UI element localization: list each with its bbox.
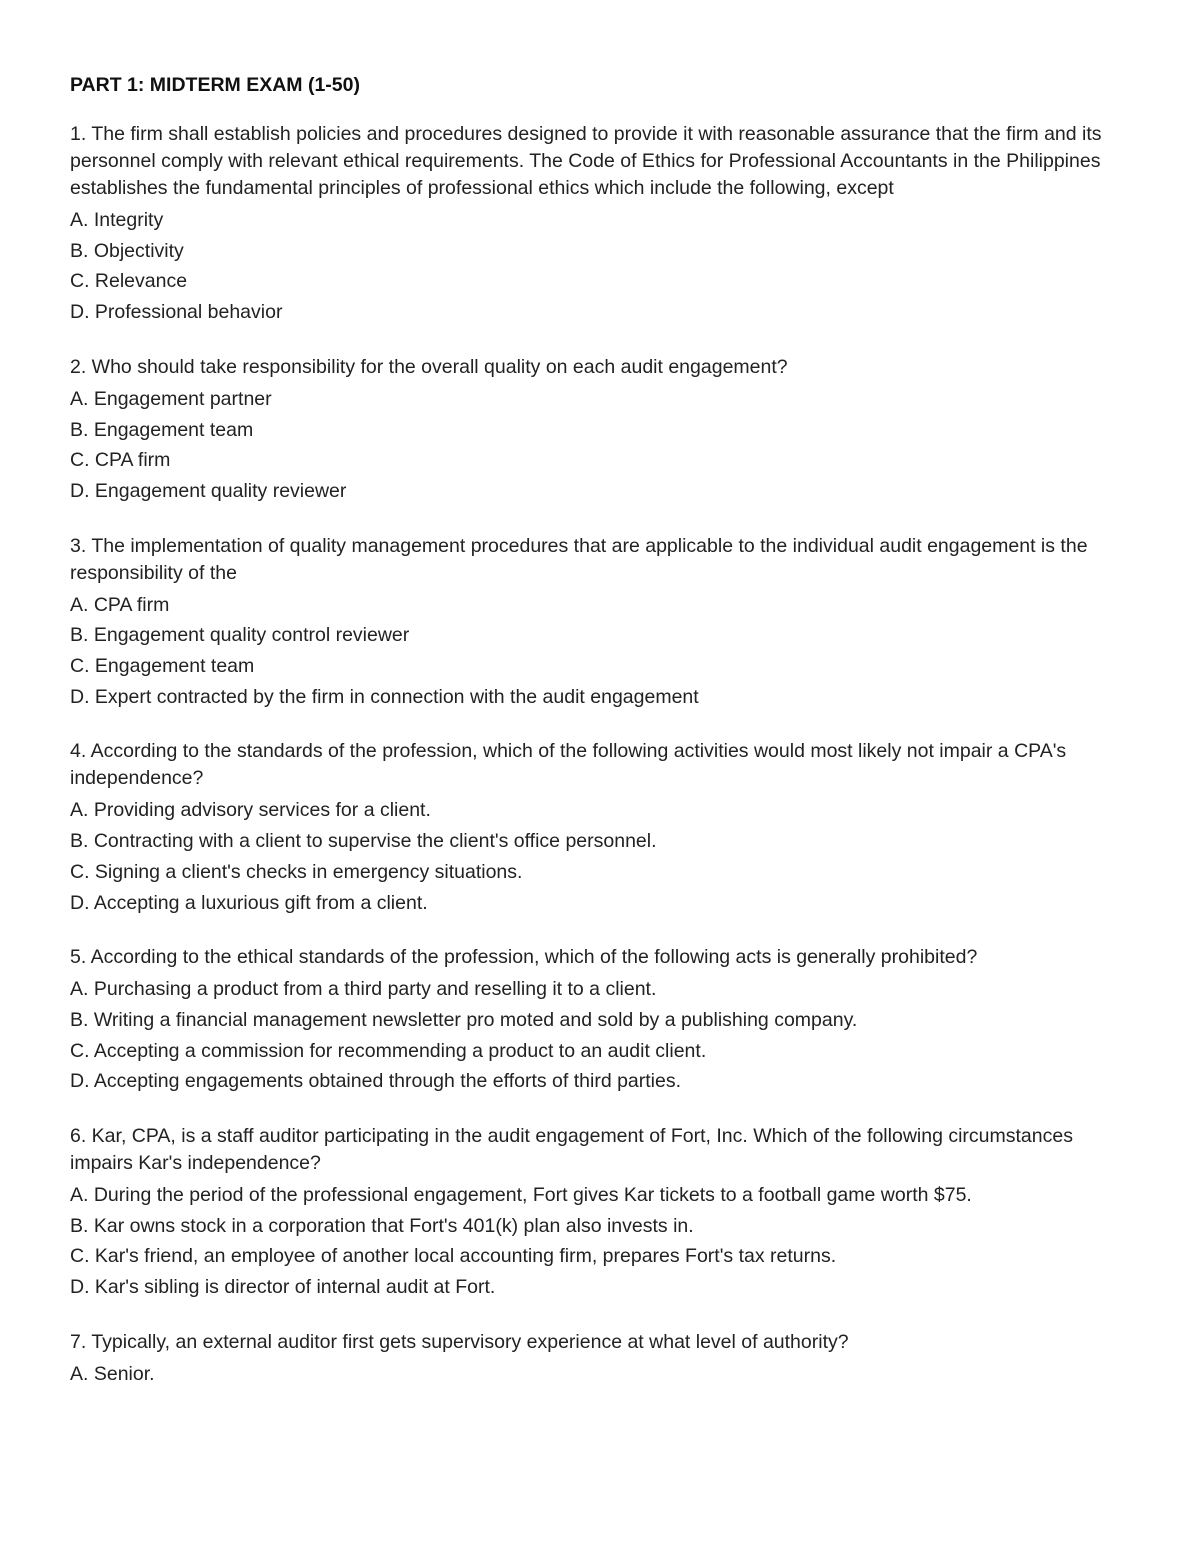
answer-option: B. Contracting with a client to supervise the client's office personnel. <box>70 830 657 853</box>
answer-option: C. Accepting a commission for recommending a product to an audit client. <box>70 1039 707 1062</box>
question-5 <box>70 944 1130 1097</box>
answer-option: B. Writing a financial management newsletter pro moted and sold by a publishing company. <box>70 1008 858 1031</box>
question-1 <box>70 121 1130 328</box>
answer-option: D. Accepting a luxurious gift from a client. <box>70 891 428 914</box>
answer-option: B. Engagement team <box>70 418 254 441</box>
answer-option: D. Professional behavior <box>70 301 283 324</box>
answer-option: C. Relevance <box>70 270 188 293</box>
question-text: 5. According to the ethical standards of the profession, which of the following acts is generally prohibited? <box>70 946 978 969</box>
answer-option: C. Signing a client's checks in emergency situations. <box>70 860 523 883</box>
question-text: 2. Who should take responsibility for the overall quality on each audit engagement? <box>70 355 788 378</box>
answer-option: C. Engagement team <box>70 655 255 678</box>
answer-option: D. Expert contracted by the firm in connection with the audit engagement <box>70 685 699 708</box>
answer-option: A. Integrity <box>70 209 164 231</box>
answer-option: D. Engagement quality reviewer <box>70 479 347 502</box>
question-text: 1. The firm shall establish policies and procedures designed to provide it with reasonable assurance that the firm and its personnel comply with relevant ethical requirements. The Code of Ethics for Professional Accountants in the Philippines establishes the fundamental principles of professional ethics which include the following, except <box>70 123 1102 199</box>
question-3 <box>70 533 1130 713</box>
answer-option: D. Accepting engagements obtained through the efforts of third parties. <box>70 1070 682 1093</box>
answer-option: B. Engagement quality control reviewer <box>70 624 410 647</box>
answer-option: B. Kar owns stock in a corporation that Fort's 401(k) plan also invests in. <box>70 1214 694 1237</box>
answer-option: A. Senior. <box>70 1362 155 1385</box>
question-7 <box>70 1329 1130 1390</box>
answer-option: A. During the period of the professional engagement, Fort gives Kar tickets to a football game worth $75. <box>70 1184 972 1207</box>
question-text: 4. According to the standards of the profession, which of the following activities would most likely not impair a CPA's independence? <box>70 740 1067 790</box>
answer-option: B. Objectivity <box>70 239 184 262</box>
question-4 <box>70 738 1130 918</box>
question-text: 6. Kar, CPA, is a staff auditor participating in the audit engagement of Fort, Inc. Which of the following circumstances impairs Kar's independence? <box>70 1125 1073 1175</box>
question-text: 3. The implementation of quality management procedures that are applicable to the individual audit engagement is the responsibility of the <box>70 534 1088 584</box>
document-page <box>70 72 1130 1416</box>
answer-option: C. CPA firm <box>70 449 171 472</box>
answer-option: A. CPA firm <box>70 593 170 616</box>
question-6 <box>70 1123 1130 1303</box>
answer-option: A. Purchasing a product from a third party and reselling it to a client. <box>70 978 657 1001</box>
answer-option: A. Providing advisory services for a client. <box>70 799 431 822</box>
question-2 <box>70 354 1130 507</box>
question-text: 7. Typically, an external auditor first gets supervisory experience at what level of authority? <box>70 1330 849 1353</box>
answer-option: C. Kar's friend, an employee of another local accounting firm, prepares Fort's tax returns. <box>70 1245 837 1268</box>
exam-title: PART 1: MIDTERM EXAM (1-50) <box>70 74 360 96</box>
answer-option: A. Engagement partner <box>70 387 272 410</box>
answer-option: D. Kar's sibling is director of internal audit at Fort. <box>70 1276 496 1299</box>
